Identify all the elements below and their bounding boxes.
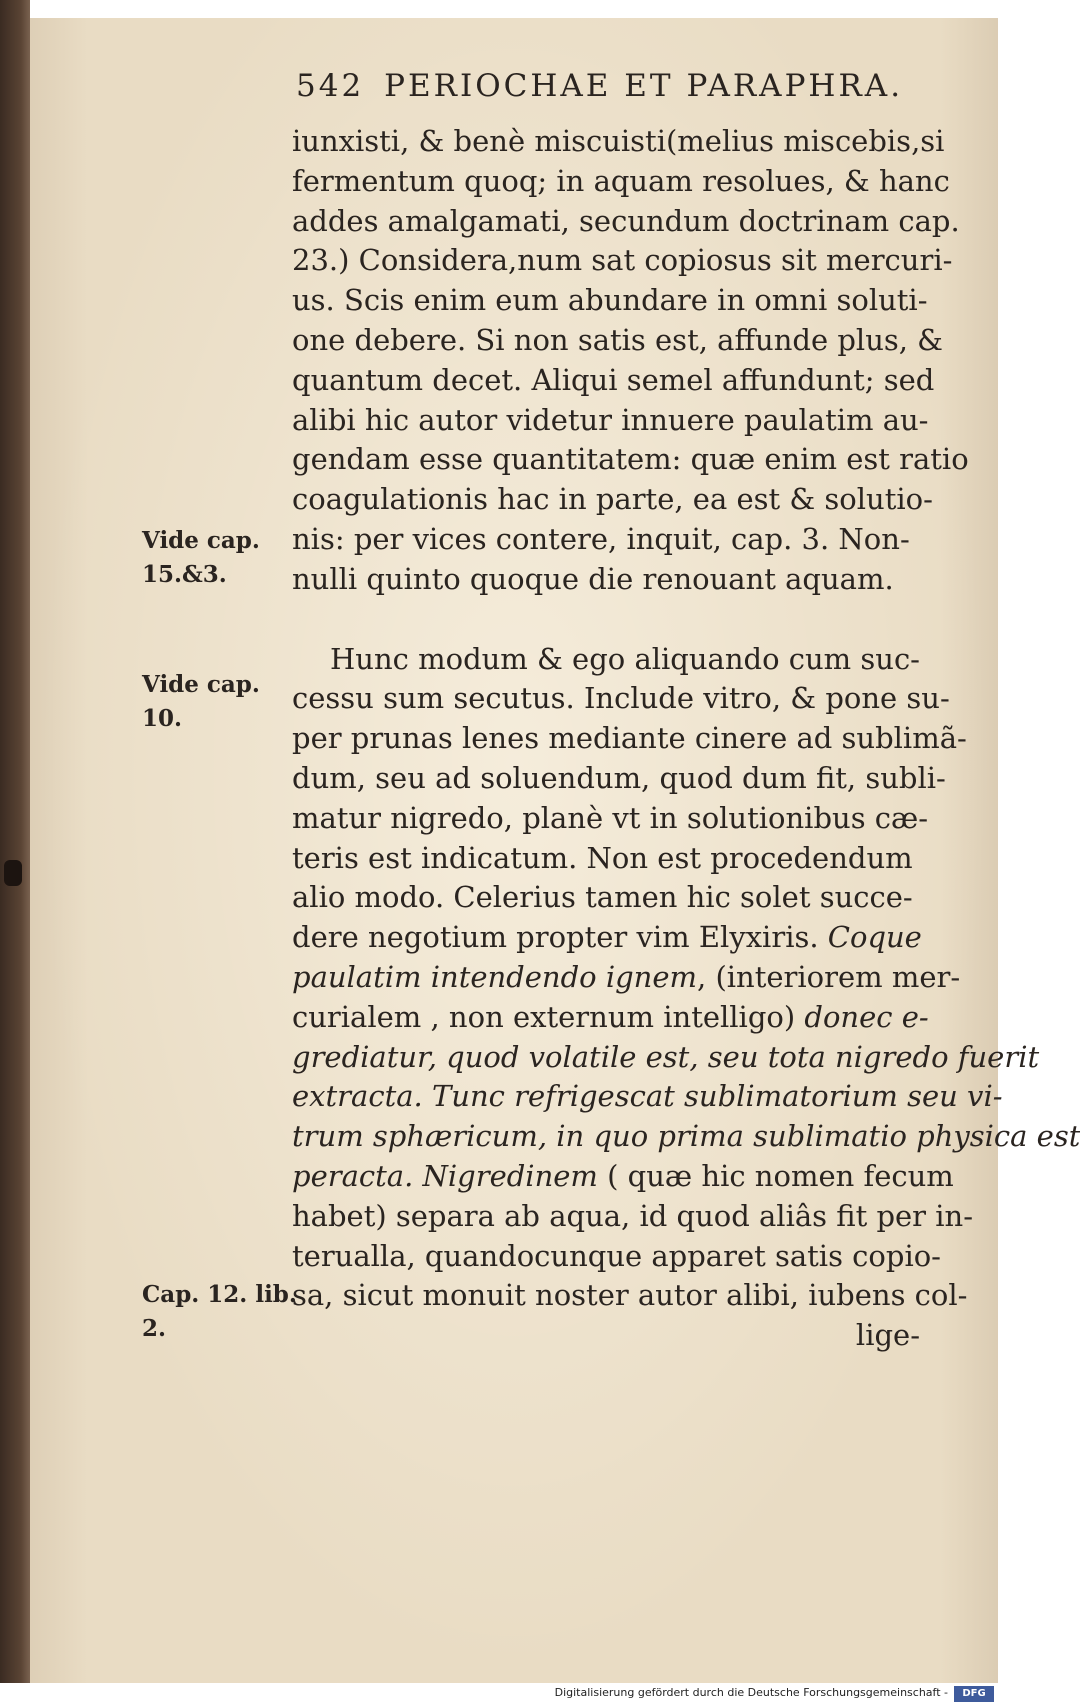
margin-note-vide-cap-15 <box>142 524 292 592</box>
page-number: 542 <box>296 68 365 104</box>
paragraph-gap <box>292 600 972 640</box>
margin-note-line: Vide cap. <box>142 527 260 554</box>
italic-run: donec e- <box>804 999 929 1034</box>
text-line <box>292 918 972 958</box>
text-line: coagulationis hac in parte, ea est & solutio- <box>292 482 933 517</box>
text-line: sa, sicut monuit noster autor alibi, iubens col- <box>292 1278 968 1313</box>
text-line: cessu sum secutus. Include vitro, & pone su- <box>292 681 950 716</box>
text-line: us. Scis enim eum abundare in omni soluti- <box>292 283 928 318</box>
text-run: dere negotium propter vim Elyxiris. <box>292 920 828 955</box>
paragraph-1 <box>292 122 972 600</box>
digitization-credit: Digitalisierung gefördert durch die Deutsche Forschungsgemeinschaft - <box>554 1686 948 1699</box>
margin-note-line: Cap. 12. lib. <box>142 1281 297 1308</box>
text-run: , (interiorem mer- <box>697 959 961 994</box>
margin-note-cap-12-lib-2 <box>142 1278 297 1346</box>
italic-run: Coque <box>827 920 922 955</box>
text-line: Hunc modum & ego aliquando cum suc- <box>330 641 920 676</box>
running-head-title: PERIOCHAE ET PARAPHRA. <box>384 68 904 104</box>
text-line: per prunas lenes mediante cinere ad sublimã- <box>292 721 967 756</box>
margin-note-line: Vide cap. <box>142 671 260 698</box>
italic-run: paulatim intendendo ignem <box>292 959 698 994</box>
page-text <box>30 18 1080 1683</box>
scan-binding-edge <box>0 0 30 1708</box>
text-line: one debere. Si non satis est, affunde plus, & <box>292 322 943 357</box>
text-line: extracta. Tunc refrigescat sublimatorium seu vi- <box>292 1079 1003 1114</box>
text-line: matur nigredo, planè vt in solutionibus cæ- <box>292 800 929 835</box>
paragraph-2 <box>292 640 1080 1356</box>
text-run: ( quæ hic nomen fecum <box>597 1158 954 1193</box>
text-line: teris est indicatum. Non est procedendum <box>292 840 913 875</box>
text-line: addes amalgamati, secundum doctrinam cap. <box>292 203 960 238</box>
text-line: gendam esse quantitatem: quæ enim est ratio <box>292 442 969 477</box>
text-line <box>292 1157 972 1197</box>
text-line: nulli quinto quoque die renouant aquam. <box>292 561 894 596</box>
margin-note-line: 10. <box>142 705 183 732</box>
text-line: fermentum quoq; in aquam resolues, & hanc <box>292 163 950 198</box>
margin-note-vide-cap-10 <box>142 668 292 736</box>
text-line: grediatur, quod volatile est, seu tota nigredo fuerit <box>292 1039 1040 1074</box>
body-text <box>292 122 1080 1356</box>
text-line: quantum decet. Aliqui semel affundunt; sed <box>292 362 935 397</box>
page-scan <box>30 18 1080 1683</box>
italic-run: peracta. Nigredinem <box>292 1158 598 1193</box>
text-line: dum, seu ad soluendum, quod dum fit, subli- <box>292 760 946 795</box>
text-line: 23.) Considera,num sat copiosus sit mercuri- <box>292 243 953 278</box>
margin-note-line: 2. <box>142 1315 167 1342</box>
margin-note-line: 15.&3. <box>142 561 227 588</box>
binding-shadow <box>4 860 22 886</box>
text-line: trum sphæricum, in quo prima sublimatio physica est <box>292 1119 1080 1154</box>
text-line <box>292 958 972 998</box>
text-run: curialem , non externum intelligo) <box>292 999 805 1034</box>
text-line: terualla, quandocunque apparet satis copio- <box>292 1238 941 1273</box>
text-line: habet) separa ab aqua, id quod aliâs fit per in- <box>292 1198 974 1233</box>
text-line: alibi hic autor videtur innuere paulatim au- <box>292 402 929 437</box>
dfg-logo: DFG <box>954 1686 994 1702</box>
running-head <box>296 68 936 128</box>
text-line <box>292 998 972 1038</box>
catchword: lige- <box>855 1318 920 1353</box>
text-line: iunxisti, & benè miscuisti(melius miscebis,si <box>292 124 945 158</box>
text-line: nis: per vices contere, inquit, cap. 3. Non- <box>292 521 910 556</box>
text-line: alio modo. Celerius tamen hic solet succe- <box>292 880 913 915</box>
